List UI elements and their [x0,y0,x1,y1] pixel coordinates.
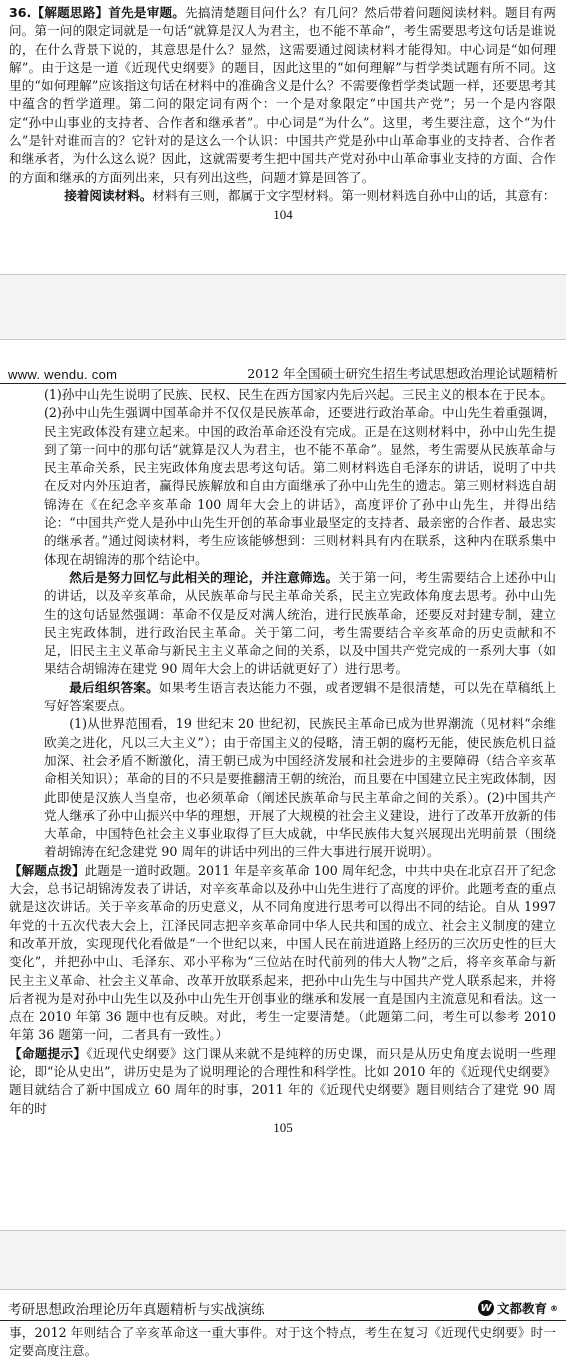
paragraph: (1)孙中山先生说明了民族、民权、民生在西方国家内先后兴起。三民主义的根本在于民本。 [44,387,553,402]
page-separator [0,1230,566,1290]
section-tag-tip: 【命题提示】 [9,1045,87,1061]
paragraph-continued [0,1321,566,1361]
page-number: 105 [273,1119,293,1135]
answer-point-1: (1)从世界范围看，19 世纪末 20 世纪初，民族民主革命已成为世界潮流（见材料“余维欧美之进化，凡以三大主义”）；由于帝国主义的侵略，清王朝的腐朽无能，使民族危机日益加深、社会矛盾不断激化，清王朝已成为中国经济发展和社会进步的主要障碍（结合辛亥革命相关知识）；革命的目的不只是要推翻清王朝的统治，而且要在中国建立民主宪政体制，因此即使是汉族人当皇帝，也必须革命 [44,716,556,805]
paragraph-text: 此题是一道时政题。2011 年是辛亥革命 100 周年纪念，中共中央在北京召开了纪念大会，总书记胡锦涛发表了讲话，对辛亥革命以及孙中山先生进行了高度的评价。此题考查的重点就是这次讲话。关于辛亥革命的历史意义，从不同角度进行思考可以得出不同的结论。自从 1997 年党的十五次代表大会上，江泽民同志把辛亥革命同中华人民共和国的成立、社会主义制度的建立和改革开放，实现现代化看做是“一个世纪以来，中国人民在前进道路上经历的三次历史性的巨大变化”，并把孙中山、毛泽东、邓小平称为“三位站在时代前列的伟大人物”之后，将辛亥革命与新民主主义革命、社会主义革命、改革开放联系起来，把孙中山先生与中国共产党人联系起来，并将后者视为是对孙中山先生以及孙中山先生开创事业的继承和发展一直是国内主流意见和看法。这一点在 2010 年第 36 题中也有反映。对此，考生一定要清楚。（此题第二问，考生可以参考 2010 年第 36 题第一问，二者具有一致性。） [9,862,557,1043]
lead-phrase: 接着阅读材料。 [64,187,153,203]
page-104 [0,0,566,272]
paragraph-text: 关于第一问，考生需要结合上述孙中山的讲话，以及辛亥革命，从民族革命与民主革命关系，民主立宪政体角度去思考。孙中山先生的这句话显然强调：革命不仅是反对满人统治，进行民族革命，还要反对封建专制，建立民主宪政体制，进行政治民主革命。关于第二问，考生需要结合辛亥革命的历史贡献和不足，旧民主主义革命与新民主主义革命之间的关系，以及中国共产党完成的一系列大事（如果结合胡锦涛在建党 90 周年大会上的讲话就更好了）进行思考。 [44,569,557,677]
question-number: 36. [9,5,32,20]
book-title: 考研思想政治理论历年真题精析与实战演练 [8,1302,265,1318]
running-header [0,1298,566,1321]
section-tag-solution: 【解题思路】 [31,5,109,20]
answer-paragraph-solution-approach [0,0,566,205]
brand-logo [478,1299,558,1317]
page-separator [0,274,566,340]
paragraph-text: 如果考生语言表达能力不强，或者逻辑不是很清楚，可以先在草稿纸上写好答案要点。 [44,679,557,714]
lead-phrase: 然后是努力回忆与此相关的理论，并注意筛选。 [69,569,339,585]
section-tag-hint: 【解题点拨】 [9,862,85,878]
paragraph-text: 材料有三则，都属于文字型材料。第一则材料选自孙中山的话，其意有： [152,187,556,203]
answer-body [0,384,566,862]
wendu-logo-icon: W [478,1300,494,1316]
paragraph-text: 《近现代史纲要》这门课从来就不是纯粹的历史课，而只是从历史角度去说明一些理论，即“论从史出”，讲历史是为了说明理论的合理性和科学性。比如 2010 年的《近现代史纲要》题目就结合了新中国成立 60 周年的时事，2011 年的《近现代史纲要》题目则结合了建党 90 周年的时 [9,1045,557,1116]
hint-section [0,862,566,1118]
page-number: 104 [273,207,293,223]
registered-mark: ® [550,1303,558,1313]
page-106 [0,1298,566,1371]
header-title: 2012 年全国硕士研究生招生考试思想政治理论试题精析 [247,366,558,381]
paragraph: (2)孙中山先生强调中国革命并不仅仅是民族革命，还要进行政治革命。中山先生着重强调，民主宪政体没有建立起来。中国的政治革命还没有完成。正是在这则材料中，孙中山先生提到了第一问中的那句话“就算是汉人为君主，也不能不革命”。显然，考生需要从民族革命与民主革命关系，民主宪政体角度去思考这句话。第二则材料选自毛泽东的讲话，说明了中共在反对内外压迫者，赢得民族解放和自由方面继承了孙中山先生的遗志。第三则材料选自胡锦涛在《在纪念辛亥革命 100 周年大会上的讲话》，高度评价了孙中山先生，并得出结论：“中国共产党人是孙中山先生开创的革命事业最坚定的支持者、最亲密的合作者、最忠实的继承者。”通过阅读材料，考生应该能够想到：三则材料具有内在联系，这种内在联系集中体现在胡锦涛的那个结论中。 [44,405,556,567]
answer-point-1-note: （阐述民族革命与民主革命之间的关系）。 [249,789,487,805]
logo-text: 文都教育 [496,1301,547,1316]
lead-phrase: 首先是审题。 [108,5,186,20]
lead-phrase: 最后组织答案。 [69,679,159,695]
page-105 [0,364,566,1204]
paragraph-text: 先搞清楚题目问什么？有几问？然后带着问题阅读材料。题目有两问。第一问的限定词就是一句话“就算是汉人为君主，也不能不革命”，考生需要思考这句话是谁说的，在什么背景下说的，其意思是什么？显然，这需要通过阅读材料才能得知。中心词是“如何理解”。由于这是一道《近现代史纲要》的题目，因此这里的“如何理解”与哲学类试题有所不同。这里的“如何理解”应该指这句话在材料中的准确含义是什么？不需要像哲学类试题一样，还要思考其中蕴含的哲学道理。第二问的限定词有两个：一个是对象限定“中国共产党”；另一个是内容限定“孙中山事业的支持者、合作者和继承者”。中心词是“为什么”。这里，考生要注意，这个“为什么”是针对谁而言的？它针对的是这么一个认识：中国共产党是孙中山革命事业的支持者、合作者和继承者，为什么这么说？因此，这就需要考生把中国共产党对孙中山革命事业支持的方面、合作的方面和继承的方面列出来，只有列出这些，问题才算是回答了。 [9,5,557,185]
answer-point-2: (2)中国共产党人继承了孙中山振兴中华的理想，开展了大规模的社会主义建设，进行了改革开放新的伟大革命，中国特色社会主义事业取得了巨大成就，中华民族伟大复兴展现出光明前景（围绕着胡锦涛在纪念建党 90 周年的讲话中列出的三件大事进行展开说明）。 [44,789,557,860]
running-header [0,364,566,384]
header-website: www. wendu. com [8,367,118,382]
paragraph: 事，2012 年则结合了辛亥革命这一重大事件。对于这个特点，考生在复习《近现代史纲要》时一定要高度注意。 [9,1325,556,1359]
